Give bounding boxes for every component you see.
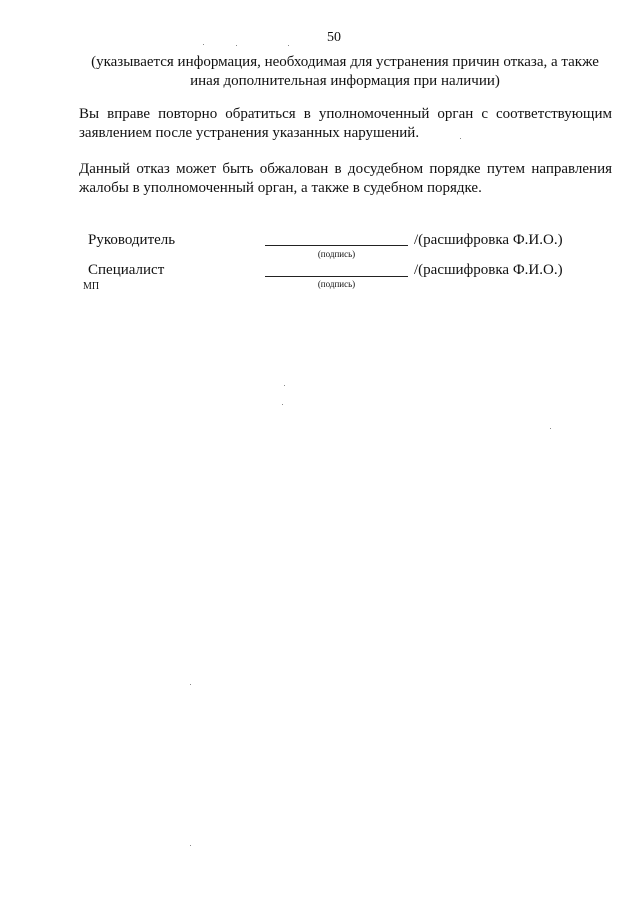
signature-role-label: Специалист: [88, 262, 165, 278]
signature-role-label: Руководитель: [88, 232, 176, 248]
signature-line: [265, 276, 408, 277]
name-decode-label: /(расшифровка Ф.И.О.): [414, 262, 563, 278]
reapply-paragraph: Вы вправе повторно обратиться в уполномоченный орган с соответствующим заявлением после устранения указанных нарушений.: [79, 106, 612, 141]
scan-speck: [288, 45, 289, 46]
scan-speck: [190, 684, 191, 685]
explanatory-note: (указывается информация, необходимая для устранения причин отказа, а также иная дополнительная информация при наличии): [91, 54, 599, 89]
scan-speck: [236, 45, 237, 46]
appeal-paragraph: Данный отказ может быть обжалован в досудебном порядке путем направления жалобы в уполномоченный орган, а также в судебном порядке.: [79, 161, 612, 196]
page-number: 50: [327, 30, 341, 45]
signature-caption: (подпись): [317, 279, 356, 289]
scan-speck: [203, 44, 204, 45]
scan-speck: [284, 385, 285, 386]
name-decode-label: /(расшифровка Ф.И.О.): [414, 232, 563, 248]
scan-speck: [190, 845, 191, 846]
scan-speck: [460, 138, 461, 139]
scan-speck: [282, 404, 283, 405]
signature-line: [265, 245, 408, 246]
scan-speck: [550, 428, 551, 429]
signature-caption: (подпись): [317, 249, 356, 259]
stamp-place-label: МП: [83, 281, 100, 292]
